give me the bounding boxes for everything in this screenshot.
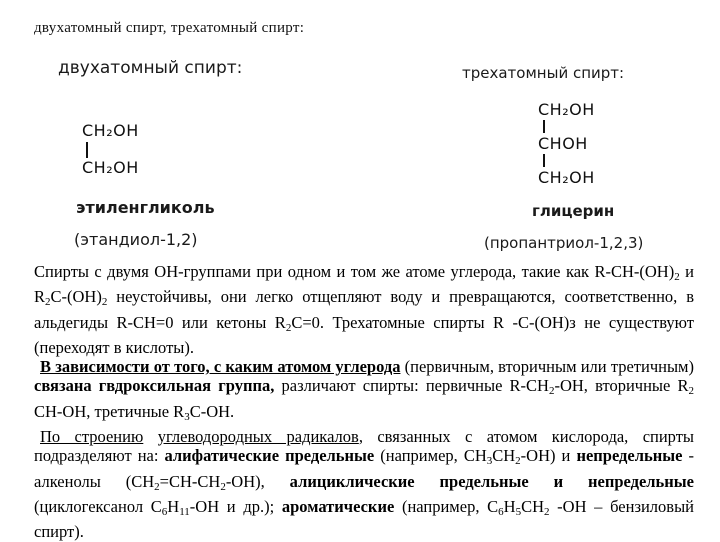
left-caption: двухатомный спирт: bbox=[58, 58, 243, 78]
body-text bbox=[34, 262, 694, 542]
right-caption: трехатомный спирт: bbox=[462, 64, 625, 82]
right-formula-line-1: CH₂OH bbox=[538, 100, 595, 119]
left-formula-line-1: CH₂OH bbox=[82, 121, 139, 140]
right-formula-line-2: CHOH bbox=[538, 134, 588, 153]
right-compound-name: глицерин bbox=[532, 202, 615, 220]
right-systematic-name: (пропантриол-1,2,3) bbox=[484, 234, 644, 252]
left-formula-line-2: CH₂OH bbox=[82, 158, 139, 177]
paragraph-by-radical-structure: По строению углеводородных радикалов, связанных с атомом кислорода, спирты подразделяют на: алифатические предельные (например, $CH_3CH_2-OH$) и непредельные - алкенолы $(CH_2=CH-CH_2-OH)$, алициклические предельные и непредельные (циклогексанол $C_6H_{11}-OH$ и др.); ароматические (например, $C_6H_5CH_2$ -OH – бензиловый спирт). bbox=[34, 427, 695, 542]
right-bond-1 bbox=[543, 120, 545, 133]
slide-header: двухатомный спирт, трехатомный спирт: bbox=[34, 20, 305, 36]
left-bond-1 bbox=[86, 142, 88, 158]
right-bond-2 bbox=[543, 154, 545, 167]
left-systematic-name: (этандиол-1,2) bbox=[74, 230, 198, 249]
paragraph-unstable-diols: Спирты с двумя ОН-группами при одном и том же атоме углерода, такие как $R-CH-(OH)_2$ и $R_2C-(OH)_2$ неустойчивы, они легко отщепляют воду и превращаются, соответственно, в альдегиды R-CH=0 или кетоны $R_2C=0$. Трехатомные спирты R -C-(OH)з не существуют (переходят в кислоты). bbox=[34, 262, 694, 357]
left-compound-name: этиленгликоль bbox=[76, 198, 215, 217]
paragraph-by-carbon-atom: В зависимости от того, с каким атомом углерода (первичным, вторичным или третичным) связана гвдроксильная группа, различают спирты: первичные $R-CH_2-OH$, вторичные $R_2$ CH-OH, третичные $R_3C-OH$. bbox=[34, 357, 695, 423]
right-formula-line-3: CH₂OH bbox=[538, 168, 595, 187]
